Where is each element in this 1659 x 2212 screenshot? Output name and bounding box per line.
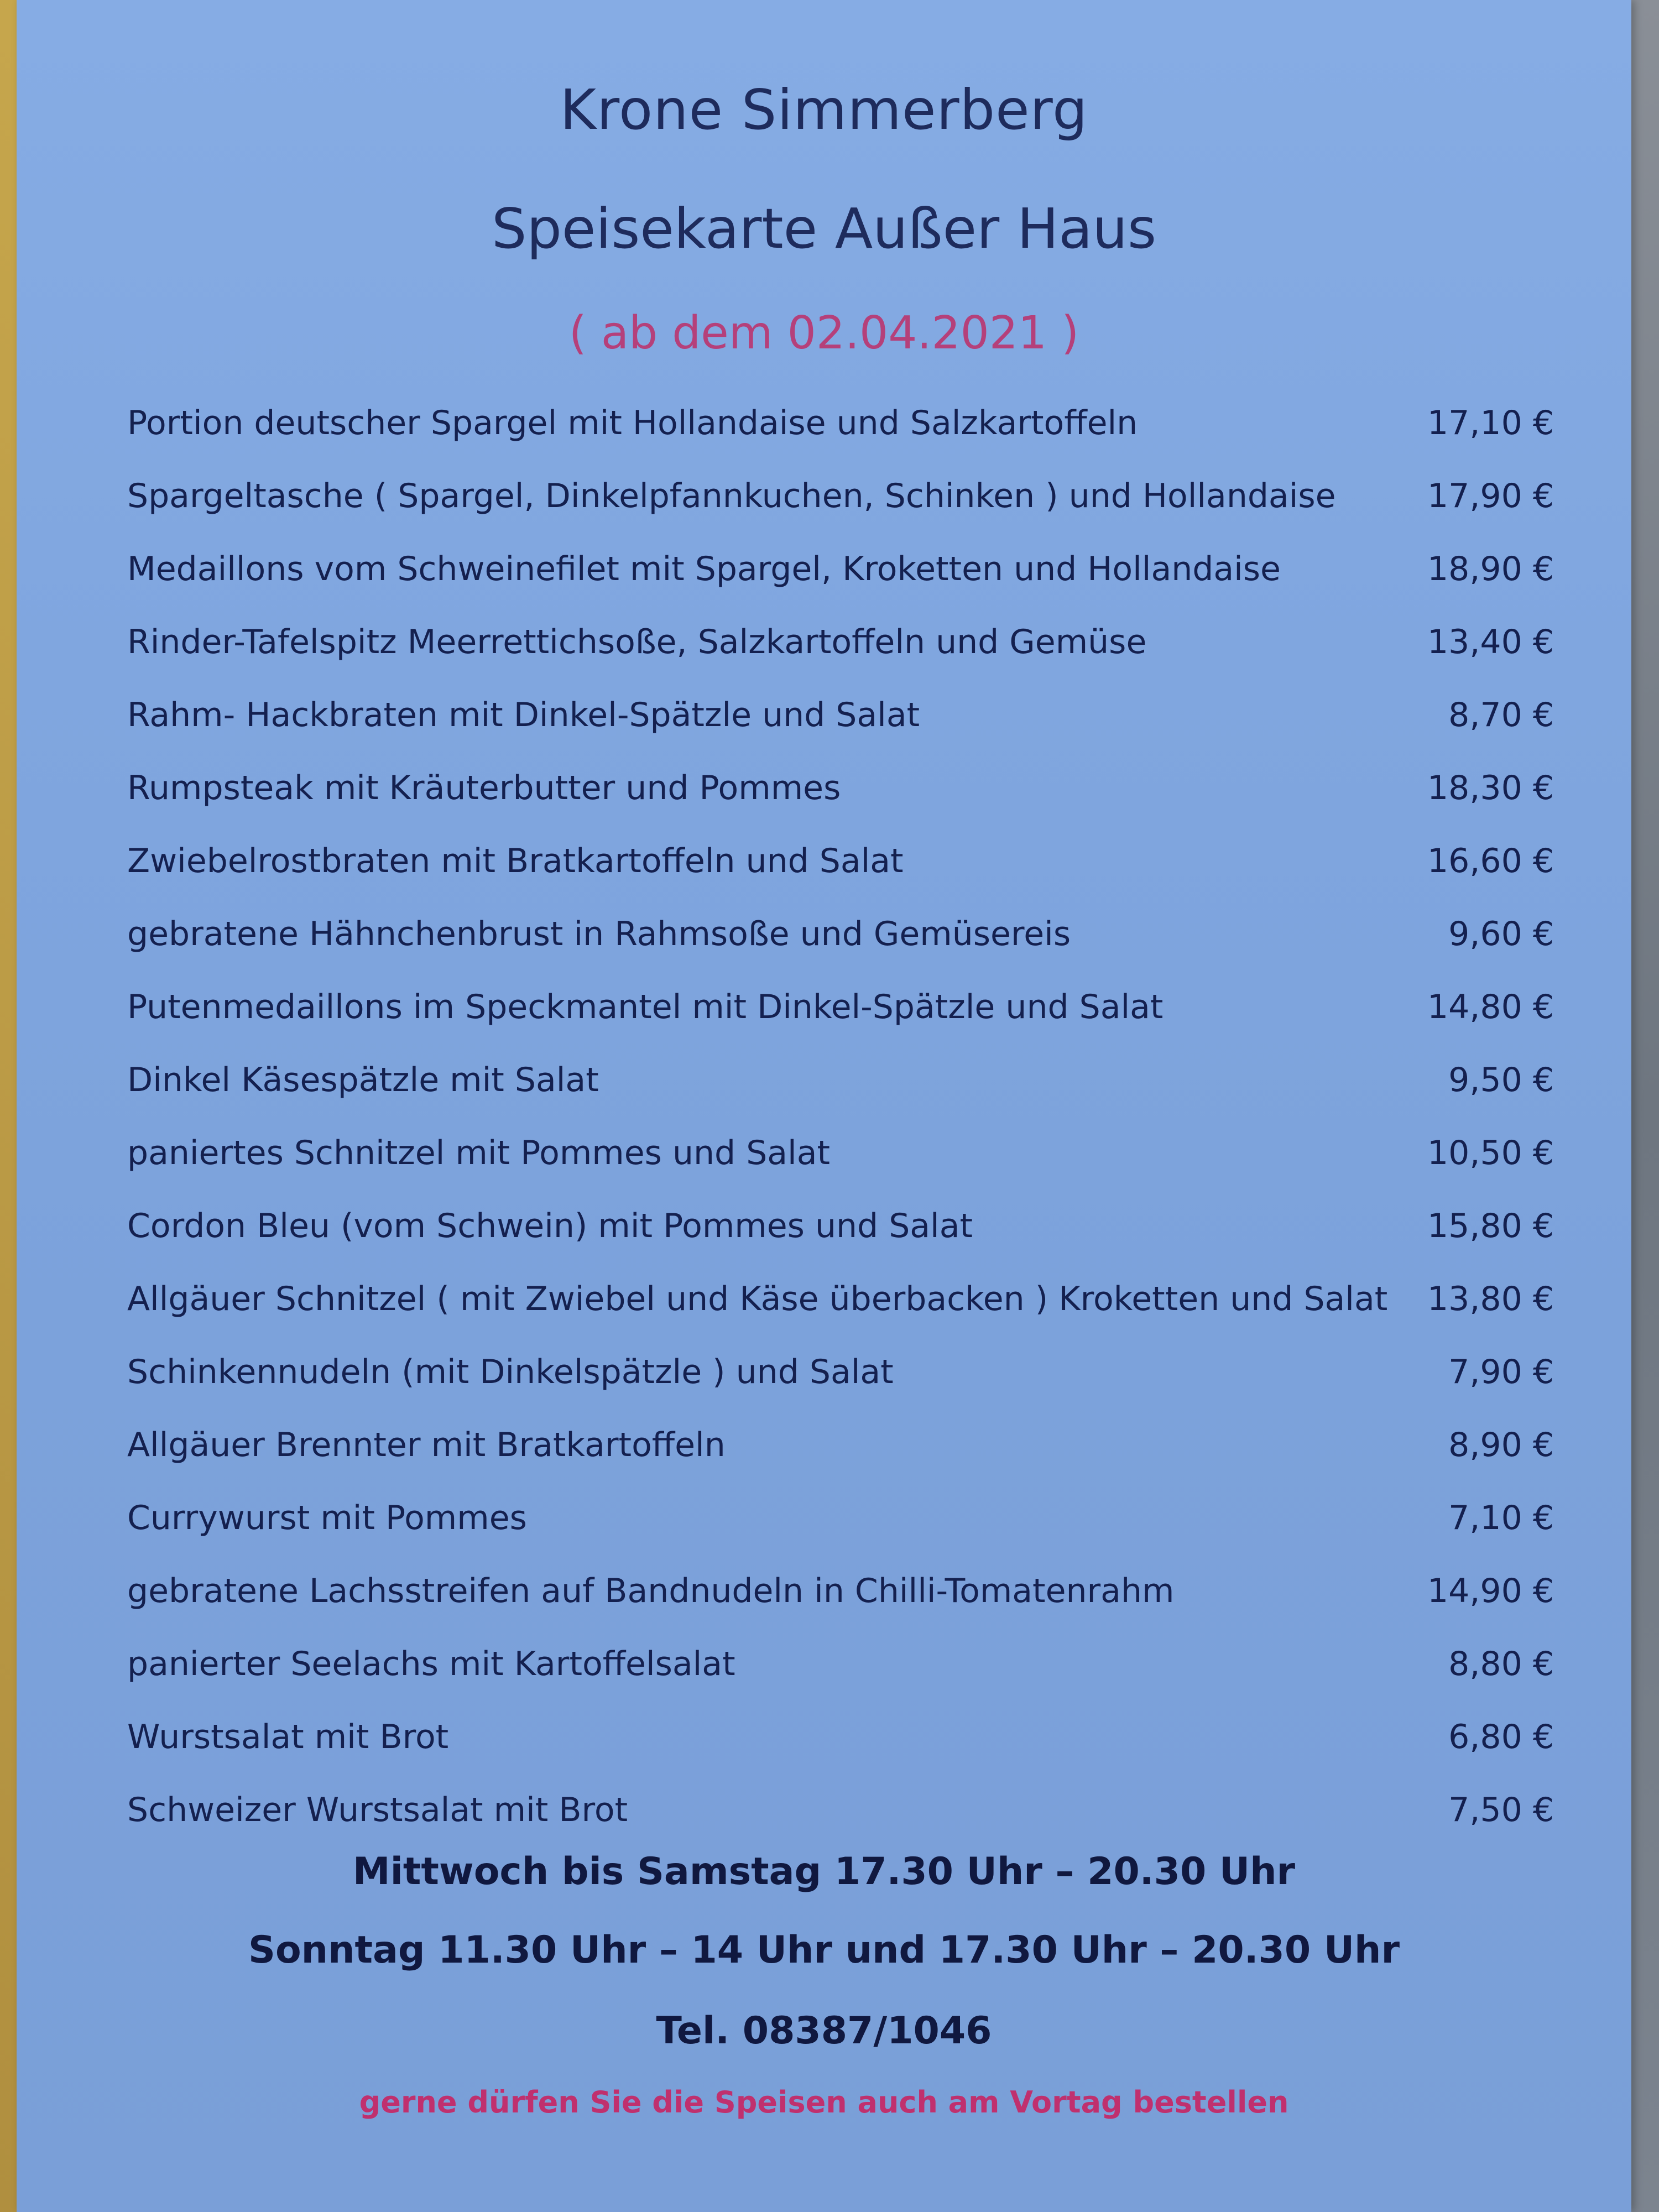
menu-item [127,696,1554,769]
menu-item-name: Rumpsteak mit Kräuterbutter und Pommes [127,769,841,807]
menu-item [127,1645,1554,1718]
menu-item-name: Schweizer Wurstsalat mit Brot [127,1791,628,1829]
menu-item [127,1426,1554,1499]
menu-item-price: 9,50 € [1448,1061,1554,1099]
menu-item [127,1280,1554,1353]
menu-item-name: Allgäuer Schnitzel ( mit Zwiebel und Käse überbacken ) Kroketten und Salat [127,1280,1388,1318]
menu-item-price: 7,50 € [1448,1791,1554,1829]
menu-item-name: Currywurst mit Pommes [127,1499,527,1537]
menu-item-price: 13,40 € [1427,623,1554,661]
menu-item-price: 10,50 € [1427,1134,1554,1172]
menu-item [127,1572,1554,1645]
menu-item-name: Schinkennudeln (mit Dinkelspätzle ) und Salat [127,1353,894,1391]
opening-hours-sunday: Sonntag 11.30 Uhr – 14 Uhr und 17.30 Uhr – 20.30 Uhr [248,1928,1400,1972]
menu-item-name: Medaillons vom Schweinefilet mit Spargel, Kroketten und Hollandaise [127,550,1281,588]
menu-item-price: 17,90 € [1427,477,1554,515]
menu-item [127,988,1554,1061]
menu-item [127,769,1554,842]
menu-item [127,477,1554,550]
menu-item-price: 17,10 € [1427,404,1554,442]
menu-item-price: 8,70 € [1448,696,1554,734]
menu-item-name: Wurstsalat mit Brot [127,1718,449,1756]
menu-item-name: gebratene Hähnchenbrust in Rahmsoße und Gemüsereis [127,915,1071,953]
menu-item [127,1061,1554,1134]
menu-item-price: 16,60 € [1427,842,1554,880]
menu-item-price: 15,80 € [1427,1207,1554,1245]
order-note: gerne dürfen Sie die Speisen auch am Vortag bestellen [359,2085,1289,2120]
menu-item-price: 8,80 € [1448,1645,1554,1683]
menu-item-name: panierter Seelachs mit Kartoffelsalat [127,1645,735,1683]
menu-item [127,1718,1554,1791]
menu-item-name: Spargeltasche ( Spargel, Dinkelpfannkuchen, Schinken ) und Hollandaise [127,477,1336,515]
menu-sheet [17,0,1631,2212]
menu-item-price: 13,80 € [1427,1280,1554,1318]
menu-item-price: 7,10 € [1448,1499,1554,1537]
menu-title: Speisekarte Außer Haus [491,196,1157,261]
valid-from-date: ( ab dem 02.04.2021 ) [568,307,1079,359]
menu-item-name: Putenmedaillons im Speckmantel mit Dinkel-Spätzle und Salat [127,988,1164,1026]
menu-item-name: Rahm- Hackbraten mit Dinkel-Spätzle und Salat [127,696,920,734]
menu-item [127,550,1554,623]
menu-item [127,1353,1554,1426]
menu-item-price: 9,60 € [1448,915,1554,953]
menu-item-price: 14,80 € [1427,988,1554,1026]
menu-item-name: Allgäuer Brennter mit Bratkartoffeln [127,1426,726,1464]
menu-item-price: 18,30 € [1427,769,1554,807]
menu-item-name: Zwiebelrostbraten mit Bratkartoffeln und Salat [127,842,904,880]
menu-item [127,915,1554,988]
phone-number: Tel. 08387/1046 [656,2009,992,2053]
menu-item-price: 6,80 € [1448,1718,1554,1756]
menu-item-name: gebratene Lachsstreifen auf Bandnudeln in Chilli-Tomatenrahm [127,1572,1175,1610]
menu-item [127,1134,1554,1207]
opening-hours-weekday: Mittwoch bis Samstag 17.30 Uhr – 20.30 Uhr [352,1850,1296,1893]
menu-item [127,404,1554,477]
menu-item [127,1499,1554,1572]
menu-item-name: paniertes Schnitzel mit Pommes und Salat [127,1134,831,1172]
menu-item [127,623,1554,696]
menu-item-price: 18,90 € [1427,550,1554,588]
menu-item [127,842,1554,915]
menu-list [127,404,1554,1864]
menu-item-name: Portion deutscher Spargel mit Hollandaise und Salzkartoffeln [127,404,1138,442]
menu-item-price: 8,90 € [1448,1426,1554,1464]
menu-item [127,1207,1554,1280]
menu-item-price: 7,90 € [1448,1353,1554,1391]
restaurant-name: Krone Simmerberg [560,77,1088,142]
menu-item-name: Dinkel Käsespätzle mit Salat [127,1061,599,1099]
menu-item-name: Cordon Bleu (vom Schwein) mit Pommes und Salat [127,1207,973,1245]
menu-item-name: Rinder-Tafelspitz Meerrettichsoße, Salzkartoffeln und Gemüse [127,623,1147,661]
menu-item-price: 14,90 € [1427,1572,1554,1610]
